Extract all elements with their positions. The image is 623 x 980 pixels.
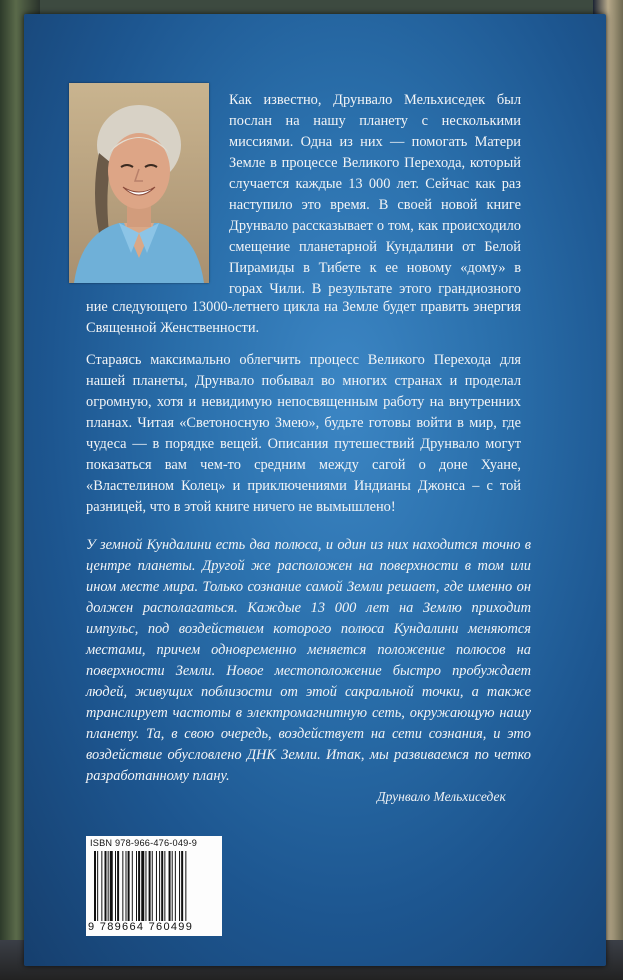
barcode-bar: [161, 851, 163, 921]
isbn-number: ISBN 978-966-476-049-9: [90, 838, 198, 848]
second-paragraph: Стараясь максимально облегчить процесс Великого Перехода для нашей планеты, Друнвало побывал во многих странах и проделал огромную, хотя и невидимую непосвященным работу на внутренних планах. Читая «Светоносную Змею», будьте готовы войти в мир, где чудеса — в порядке вещей. Описания путешествий Друнвало могут показаться вам чем-то средним между сагой о доне Хуане, «Властелином Колец» и приключениями Индианы Джонса – с той разницей, что в этой книге ничего не вымышлено!: [86, 352, 521, 515]
barcode-bar: [169, 851, 171, 921]
barcode-bar: [141, 851, 144, 921]
barcode-bar: [101, 851, 102, 921]
barcode-bar: [145, 851, 146, 921]
barcode-bar: [128, 851, 130, 921]
barcode-bars: [94, 851, 216, 921]
barcode-bar: [149, 851, 151, 921]
barcode-bar: [126, 851, 127, 921]
barcode-digits: 9 789664 760499: [88, 921, 194, 933]
barcode-bar: [132, 851, 133, 921]
barcode-bar: [97, 851, 98, 921]
book-back-cover: [24, 14, 606, 966]
barcode-bar: [122, 851, 123, 921]
intro-paragraph-tail: ние следующего 13000-летнего цикла на Земле будет править энергия Священной Женственности.: [86, 299, 521, 336]
barcode-bar: [138, 851, 140, 921]
barcode-bar: [179, 851, 180, 921]
barcode-bar: [172, 851, 173, 921]
author-portrait: [69, 83, 209, 283]
barcode-bar: [105, 851, 107, 921]
author-quote: У земной Кундалини есть два полюса, и один из них находится точно в центре планеты. Другой же расположен на поверхности в том или ином месте мира. Только сознание самой Земли решает, где именно он должен располагаться. Каждые 13 000 лет на Землю приходит импульс, под воздействием которого полюса Кундалини меняются местами, причем одновременно меняется положение полюсов на поверхности Земли. Новое местоположение быстро пробуждает людей, живущих поблизости от этой сакральной точки, а также транслирует частоты в электромагнитную сеть, окружающую нашу планету. Та, в свою очередь, воздействует на сети сознания, и это воздействие обусловлено ДНК Земли. Итак, мы развиваемся по четко разработанному плану.: [86, 537, 531, 784]
barcode-bar: [108, 851, 109, 921]
barcode-bar: [181, 851, 183, 921]
barcode-bar: [164, 851, 165, 921]
barcode-bar: [175, 851, 176, 921]
barcode-bar: [117, 851, 119, 921]
barcode-bar: [159, 851, 160, 921]
author-signature: Друнвало Мельхиседек: [377, 789, 506, 804]
barcode-bar: [94, 851, 96, 921]
barcode-bar: [115, 851, 116, 921]
barcode-label: [86, 836, 222, 936]
barcode-bar: [136, 851, 137, 921]
barcode-bar: [156, 851, 157, 921]
barcode-bar: [185, 851, 186, 921]
barcode-bar: [110, 851, 113, 921]
barcode-bar: [152, 851, 153, 921]
intro-paragraph: Как известно, Друнвало Мельхиседек был послан на нашу планету с несколькими миссиями. Одна из них — помогать Матери Земле в процессе Великого Перехода, который случается каждые 13 000 лет. Сейчас как раз наступило это время. В своей новой книге Друнвало рассказывает о том, как происходило смещение планетарной Кундалини от Белой Пирамиды в Тибете к ее новому «дому» в горах Чили. В результате этого грандиозного: [229, 92, 521, 297]
